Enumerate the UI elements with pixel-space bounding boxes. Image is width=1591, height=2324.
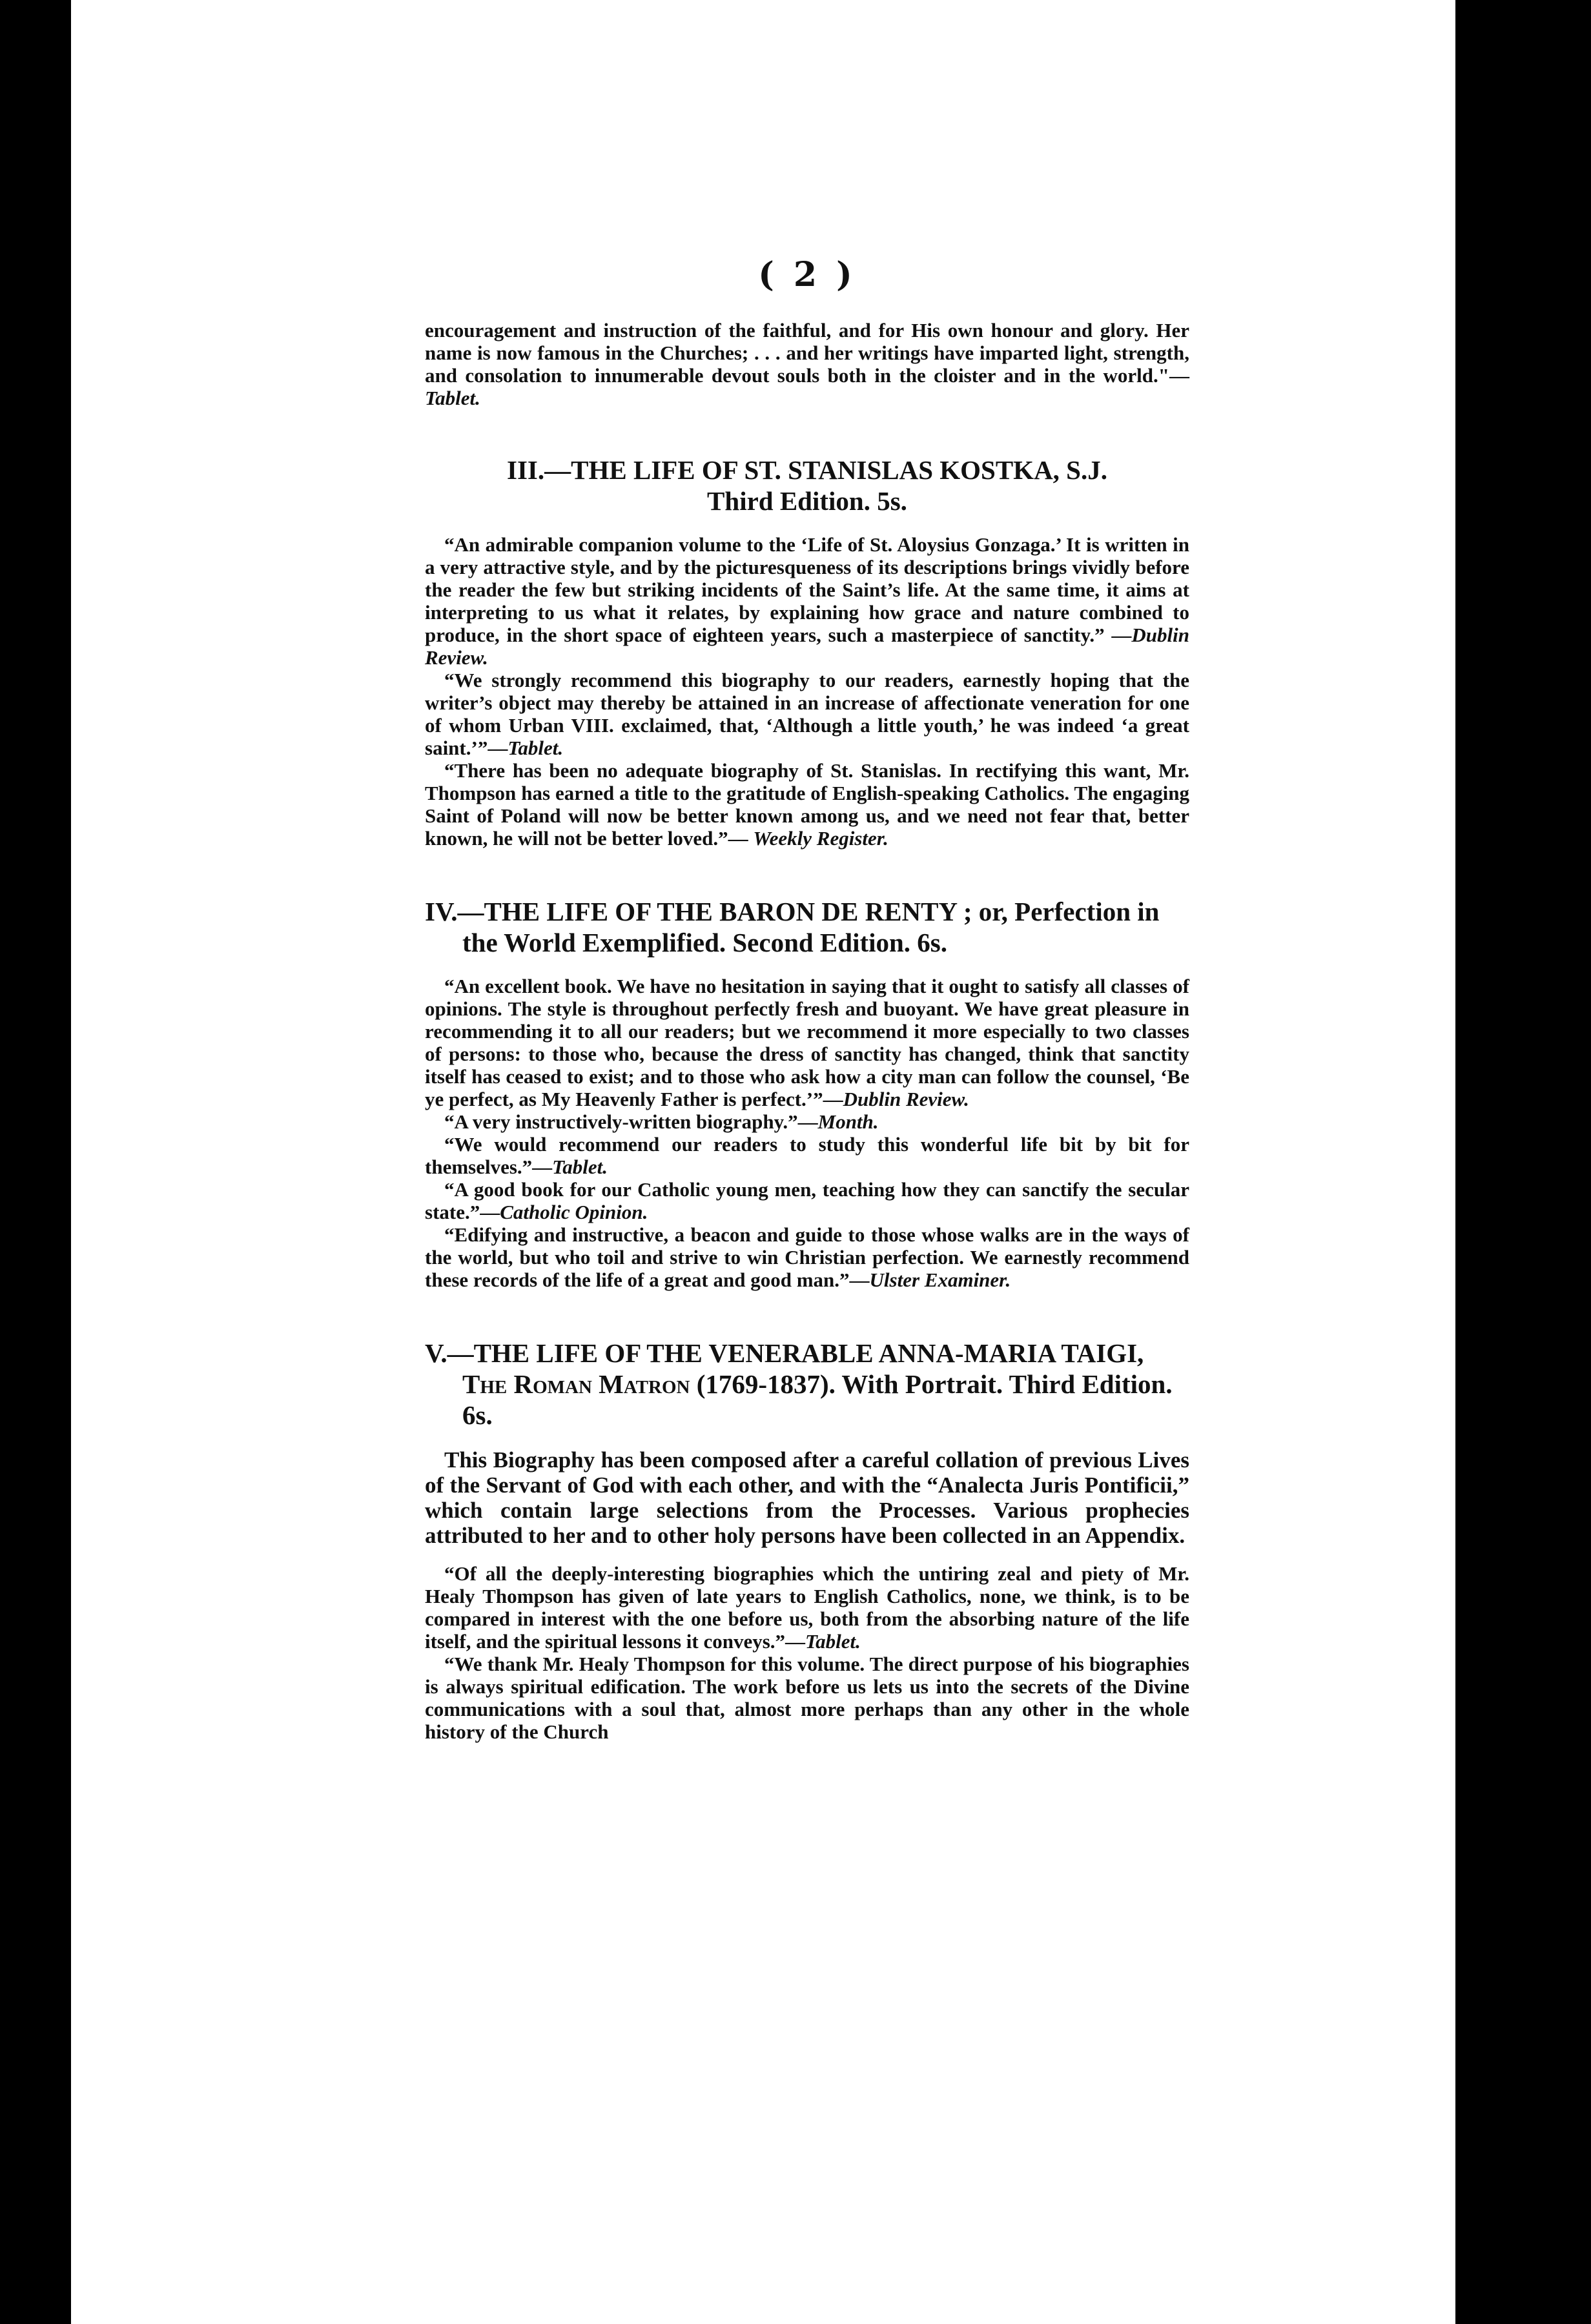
section-baron-de-renty	[425, 896, 1189, 1291]
quote-text: “We strongly recommend this biography to our readers, earnestly hoping that the writer’s object may thereby be attained in an increase of affectionate veneration for one of whom Urban VIII. exclaimed, that, ‘Although a little youth,’ he was indeed ‘a great saint.’”—	[425, 669, 1189, 759]
review-quote	[425, 1562, 1189, 1653]
quote-source: Tablet.	[805, 1630, 861, 1653]
continuation-paragraph	[425, 319, 1189, 409]
review-quote	[425, 759, 1189, 850]
review-quote	[425, 1110, 1189, 1133]
section-heading	[425, 454, 1189, 516]
continuation-source: Tablet.	[425, 387, 480, 409]
quote-text: “A very instructively-written biography.”—	[444, 1110, 818, 1133]
quote-source: Tablet.	[552, 1156, 608, 1178]
continuation-text: encouragement and instruction of the faithful, and for His own honour and glory. Her name is now famous in the Churches; . . . and her writings have imparted light, strength, and consolation to innumerable devout souls both in the cloister and in the world."—	[425, 319, 1189, 387]
quote-text: “An excellent book. We have no hesitation in saying that it ought to satisfy all classes of opinions. The style is throughout perfectly fresh and buoyant. We have great pleasure in recommending it to all our readers; but we recommend it more especially to two classes of persons: to those who, because the dress of sanctity has changed, think that sanctity itself has ceased to exist; and to those who ask how a city man can follow the counsel, ‘Be ye perfect, as My Heavenly Father is perfect.’”—	[425, 975, 1189, 1110]
quote-source: Weekly Register.	[753, 827, 888, 850]
section-anna-maria-taigi	[425, 1338, 1189, 1743]
quote-text: “A good book for our Catholic young men, teaching how they can sanctify the secular state.”—	[425, 1178, 1189, 1223]
heading-part: V.—THE LIFE OF THE VENERABLE ANNA-MARIA TAIGI,	[425, 1338, 1144, 1368]
review-quote	[425, 1653, 1189, 1743]
heading-line-2: Third Edition. 5s.	[707, 486, 907, 516]
review-quote	[425, 669, 1189, 759]
review-quote	[425, 1223, 1189, 1291]
document-page	[425, 255, 1189, 1789]
section-heading	[425, 1338, 1189, 1431]
quote-source: Dublin Review.	[425, 624, 1189, 669]
quote-source: Month.	[817, 1110, 879, 1133]
quote-source: Catholic Opinion.	[500, 1201, 648, 1223]
quote-text: “Edifying and instructive, a beacon and guide to those whose walks are in the ways of the world, but who toil and strive to win Christian perfection. We earnestly recommend these records of the life of a great and good man.”—	[425, 1223, 1189, 1291]
quote-text: “We would recommend our readers to study this wonderful life bit by bit for themselves.”—	[425, 1133, 1189, 1178]
quote-source: Ulster Examiner.	[869, 1269, 1011, 1291]
review-quote	[425, 975, 1189, 1110]
section-heading: IV.—THE LIFE OF THE BARON DE RENTY ; or, Perfection in the World Exemplified. Second Edition. 6s.	[425, 897, 1160, 957]
quote-source: Tablet.	[508, 737, 564, 759]
page-number: ( 2 )	[758, 255, 856, 294]
review-quote	[425, 1178, 1189, 1223]
quote-source: Dublin Review.	[843, 1088, 969, 1110]
heading-line-1: III.—THE LIFE OF ST. STANISLAS KOSTKA, S.J.	[507, 455, 1107, 485]
quote-text: “An admirable companion volume to the ‘Life of St. Aloysius Gonzaga.’ It is written in a very attractive style, and by the picturesqueness of its descriptions brings vividly before the reader the few but striking incidents of the Saint’s life. At the same time, it aims at interpreting to us what it relates, by explaining how grace and nature combined to produce, in the short space of eighteen years, such a masterpiece of sanctity.” —	[425, 533, 1189, 646]
quote-text: “We thank Mr. Healy Thompson for this volume. The direct purpose of his biographies is always spiritual edification. The work before us lets us into the secrets of the Divine communications with a soul that, almost more perhaps than any other in the whole history of the Church	[425, 1653, 1189, 1743]
quote-text: “Of all the deeply-interesting biographies which the untiring zeal and piety of Mr. Healy Thompson has given of late years to English Catholics, none, we think, is to be compared in interest with the one before us, both from the absorbing nature of the life itself, and the spiritual lessons it conveys.”—	[425, 1562, 1189, 1653]
quote-text: “There has been no adequate biography of St. Stanislas. In rectifying this want, Mr. Thompson has earned a title to the gratitude of English-speaking Catholics. The engaging Saint of Poland will now be better known among us, and we need not fear that, better known, he will not be better loved.”—	[425, 759, 1189, 850]
heading-part: The Roman Matron	[462, 1369, 690, 1399]
review-quote	[425, 533, 1189, 669]
section-stanislas-kostka	[425, 454, 1189, 850]
review-quote	[425, 1133, 1189, 1178]
intro-paragraph: This Biography has been composed after a careful collation of previous Lives of the Servant of God with each other, and with the “Analecta Juris Pontificii,” which contain large selections from the Processes. Various prophecies attributed to her and to other holy persons have been collected in an Appendix.	[425, 1447, 1189, 1548]
heading-part: (1769-1837). With Portrait. Third Edition. 6s.	[462, 1369, 1173, 1430]
